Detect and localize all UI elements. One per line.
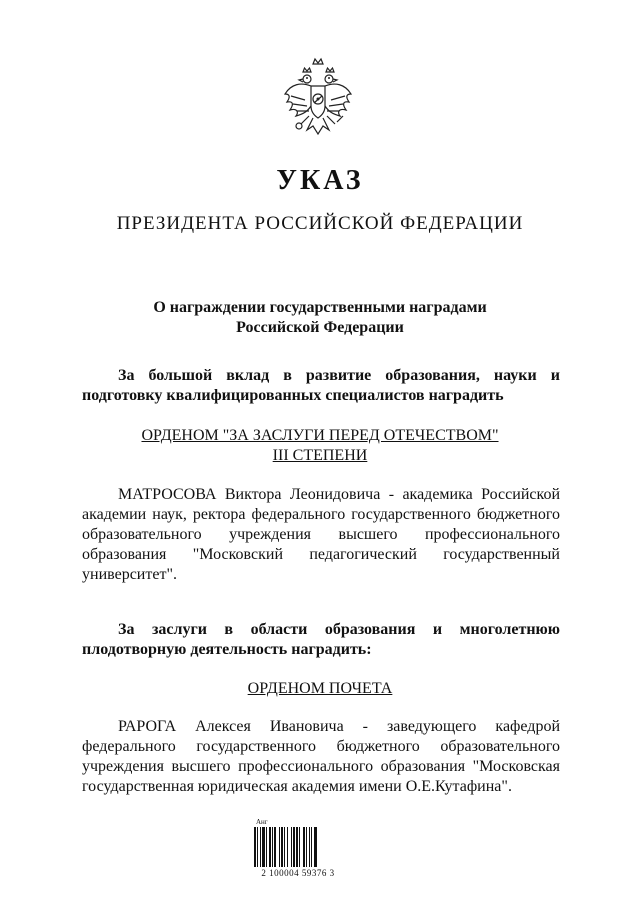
barcode-block bbox=[238, 818, 358, 884]
decree-heading bbox=[90, 298, 550, 338]
order-name-line: ОРДЕНОМ ПОЧЕТА bbox=[247, 680, 393, 697]
order-title bbox=[0, 426, 640, 466]
heading-line: Российской Федерации bbox=[236, 319, 404, 336]
barcode-icon bbox=[254, 827, 346, 867]
barcode-digits: 2 100004 59376 3 bbox=[261, 868, 335, 878]
award-intro: За большой вклад в развитие образования, науки и подготовку квалифицированных специалистов наградить bbox=[82, 367, 560, 404]
awardee-paragraph: РАРОГА Алексея Ивановича - заведующего кафедрой федерального государственного бюджетного образовательного учреждения высшего профессионального образования "Московская государственная юридическая академия имени О.Е.Кутафина". bbox=[82, 718, 560, 795]
document-title: УКАЗ bbox=[276, 165, 364, 196]
awardee-paragraph: МАТРОСОВА Виктора Леонидовича - академика Российской академии наук, ректора федерального государственного бюджетного образовательного учреждения высшего профессионального образования "Московский педагогический государственный университет". bbox=[82, 486, 560, 583]
double-headed-eagle-icon bbox=[277, 54, 359, 149]
order-degree-line: III СТЕПЕНИ bbox=[272, 447, 368, 464]
order-name-line: ОРДЕНОМ "ЗА ЗАСЛУГИ ПЕРЕД ОТЕЧЕСТВОМ" bbox=[141, 427, 499, 444]
award-intro: За заслуги в области образования и многолетнюю плодотворную деятельность наградить: bbox=[82, 621, 560, 658]
registration-mark: Анг bbox=[256, 818, 268, 826]
order-title bbox=[0, 679, 640, 699]
heading-line: О награждении государственными наградами bbox=[153, 299, 487, 316]
document-subtitle: ПРЕЗИДЕНТА РОССИЙСКОЙ ФЕДЕРАЦИИ bbox=[116, 213, 524, 234]
